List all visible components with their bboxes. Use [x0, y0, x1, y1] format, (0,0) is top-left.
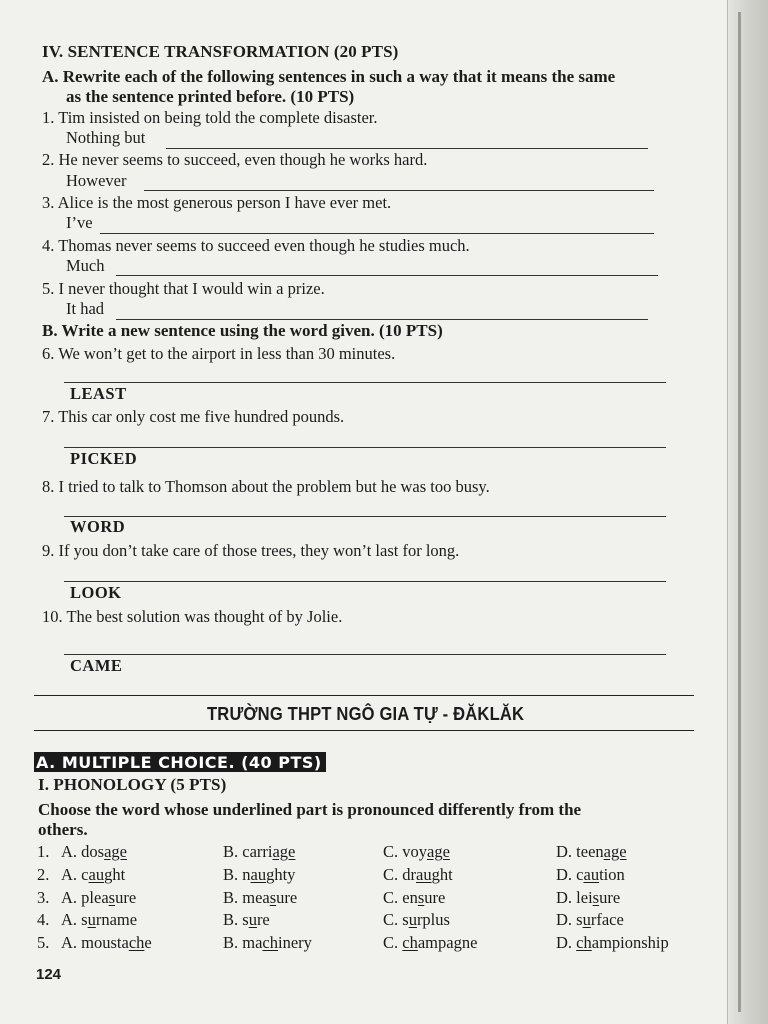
answer-blank-3[interactable]: [100, 233, 654, 234]
option-text: ure: [276, 888, 298, 907]
keyword-6: LEAST: [70, 384, 127, 403]
question-number: 5.: [37, 933, 50, 952]
option-text: ampagne: [417, 933, 478, 952]
answer-blank-4[interactable]: [116, 275, 658, 276]
option-c[interactable]: [383, 842, 450, 862]
answer-blank-8[interactable]: [64, 516, 666, 517]
option-c[interactable]: [383, 910, 450, 930]
option-text: e: [144, 933, 152, 952]
word-question-10: 10. The best solution was thought of by Jolie.: [42, 607, 343, 626]
option-text: C. s: [383, 910, 409, 929]
answer-blank-1[interactable]: [166, 148, 648, 149]
answer-blank-7[interactable]: [64, 447, 666, 448]
keyword-8: WORD: [70, 517, 126, 536]
keyword-9: LOOK: [70, 583, 122, 602]
underlined-part: u: [87, 910, 96, 929]
option-text: rplus: [416, 910, 450, 929]
option-b[interactable]: [223, 842, 295, 862]
option-text: C.: [383, 933, 403, 952]
word-question-7: 7. This car only cost me five hundred pounds.: [42, 407, 345, 426]
option-d[interactable]: [556, 933, 669, 953]
question-number: 4.: [37, 910, 50, 929]
rewrite-question-1: 1. Tim insisted on being told the complete disaster.: [42, 108, 378, 127]
option-text: ure: [599, 888, 621, 907]
option-a[interactable]: [61, 888, 136, 908]
option-d[interactable]: [556, 865, 625, 885]
option-text: inery: [278, 933, 312, 952]
rewrite-question-5: 5. I never thought that I would win a prize.: [42, 279, 325, 298]
option-text: C. voy: [383, 842, 428, 861]
phonology-instruction: Choose the word whose underlined part is pronounced differently from the: [38, 800, 582, 819]
option-text: ght: [104, 865, 126, 884]
page-binding-edge: [727, 0, 768, 1024]
question-number: 2.: [37, 865, 50, 884]
option-text: ght: [431, 865, 453, 884]
underlined-part: ch: [402, 933, 418, 952]
option-text: B. s: [223, 910, 249, 929]
divider-bottom: [34, 730, 694, 731]
underlined-part: u: [408, 910, 417, 929]
option-text: ampionship: [591, 933, 669, 952]
underlined-part: ch: [262, 933, 278, 952]
underlined-part: u: [248, 910, 257, 929]
rewrite-prompt-3: I’ve: [66, 213, 93, 232]
option-text: B. carri: [223, 842, 273, 861]
question-number: 3.: [37, 888, 50, 907]
option-text: B. ma: [223, 933, 263, 952]
underlined-part: s: [108, 888, 116, 907]
underlined-part: s: [417, 888, 425, 907]
rewrite-question-2: 2. He never seems to succeed, even though he works hard.: [42, 150, 428, 169]
option-a[interactable]: [61, 865, 125, 885]
option-b[interactable]: [223, 933, 312, 953]
underlined-part: s: [269, 888, 277, 907]
option-text: D. c: [556, 865, 584, 884]
underlined-part: age: [603, 842, 627, 861]
word-question-8: 8. I tried to talk to Thomson about the problem but he was too busy.: [42, 477, 490, 496]
keyword-10: CAME: [70, 656, 123, 675]
page-number: 124: [36, 966, 62, 983]
answer-blank-10[interactable]: [64, 654, 666, 655]
option-b[interactable]: [223, 910, 270, 930]
option-a[interactable]: [61, 933, 152, 953]
rewrite-prompt-1: Nothing but: [66, 128, 146, 147]
multiple-choice-banner: A. MULTIPLE CHOICE. (40 PTS): [34, 752, 326, 772]
option-text: rname: [95, 910, 138, 929]
option-text: A. s: [61, 910, 88, 929]
underlined-part: au: [250, 865, 267, 884]
section-iv-title: IV. SENTENCE TRANSFORMATION (20 PTS): [42, 42, 399, 61]
divider-top: [34, 695, 694, 696]
part-a-instruction-cont: as the sentence printed before. (10 PTS): [66, 87, 355, 106]
keyword-7: PICKED: [70, 449, 138, 468]
rewrite-question-3: 3. Alice is the most generous person I have ever met.: [42, 193, 392, 212]
phonology-title: I. PHONOLOGY (5 PTS): [38, 775, 227, 794]
option-d[interactable]: [556, 888, 620, 908]
option-text: ghty: [266, 865, 296, 884]
option-text: C. dr: [383, 865, 416, 884]
phonology-instruction-cont: others.: [38, 820, 88, 839]
option-text: A. dos: [61, 842, 105, 861]
underlined-part: ch: [128, 933, 145, 952]
option-text: A. mousta: [61, 933, 129, 952]
underlined-part: au: [416, 865, 432, 884]
option-text: D. lei: [556, 888, 593, 907]
option-b[interactable]: [223, 865, 295, 885]
underlined-part: ch: [576, 933, 592, 952]
option-text: A. c: [61, 865, 89, 884]
part-a-instruction: A. Rewrite each of the following sentences in such a way that it means the same: [42, 67, 616, 86]
rewrite-prompt-2: However: [66, 171, 127, 190]
school-header: TRƯỜNG THPT NGÔ GIA TỰ - ĐĂKLĂK: [207, 704, 525, 724]
option-c[interactable]: [383, 933, 477, 953]
option-d[interactable]: [556, 842, 627, 862]
answer-blank-2[interactable]: [144, 190, 654, 191]
word-question-6: 6. We won’t get to the airport in less than 30 minutes.: [42, 344, 396, 363]
underlined-part: age: [427, 842, 450, 861]
underlined-part: age: [104, 842, 127, 861]
option-text: re: [256, 910, 270, 929]
option-a[interactable]: [61, 842, 127, 862]
option-text: ure: [424, 888, 446, 907]
option-text: tion: [599, 865, 625, 884]
underlined-part: au: [583, 865, 600, 884]
option-text: D. s: [556, 910, 583, 929]
underlined-part: s: [592, 888, 600, 907]
underlined-part: u: [582, 910, 591, 929]
option-c[interactable]: [383, 865, 453, 885]
rewrite-prompt-4: Much: [66, 256, 105, 275]
answer-blank-6[interactable]: [64, 382, 666, 383]
option-text: A. plea: [61, 888, 109, 907]
option-b[interactable]: [223, 888, 297, 908]
option-text: D.: [556, 933, 577, 952]
option-text: B. mea: [223, 888, 270, 907]
option-text: B. n: [223, 865, 251, 884]
underlined-part: age: [272, 842, 296, 861]
answer-blank-5[interactable]: [116, 319, 648, 320]
rewrite-prompt-5: It had: [66, 299, 105, 318]
option-text: ure: [115, 888, 137, 907]
option-text: rface: [590, 910, 624, 929]
answer-blank-9[interactable]: [64, 581, 666, 582]
underlined-part: au: [88, 865, 105, 884]
option-text: D. teen: [556, 842, 604, 861]
option-text: C. en: [383, 888, 418, 907]
question-number: 1.: [37, 842, 50, 861]
rewrite-question-4: 4. Thomas never seems to succeed even though he studies much.: [42, 236, 470, 255]
option-c[interactable]: [383, 888, 445, 908]
part-b-instruction: B. Write a new sentence using the word given. (10 PTS): [42, 321, 443, 340]
option-a[interactable]: [61, 910, 137, 930]
word-question-9: 9. If you don’t take care of those trees, they won’t last for long.: [42, 541, 460, 560]
option-d[interactable]: [556, 910, 624, 930]
